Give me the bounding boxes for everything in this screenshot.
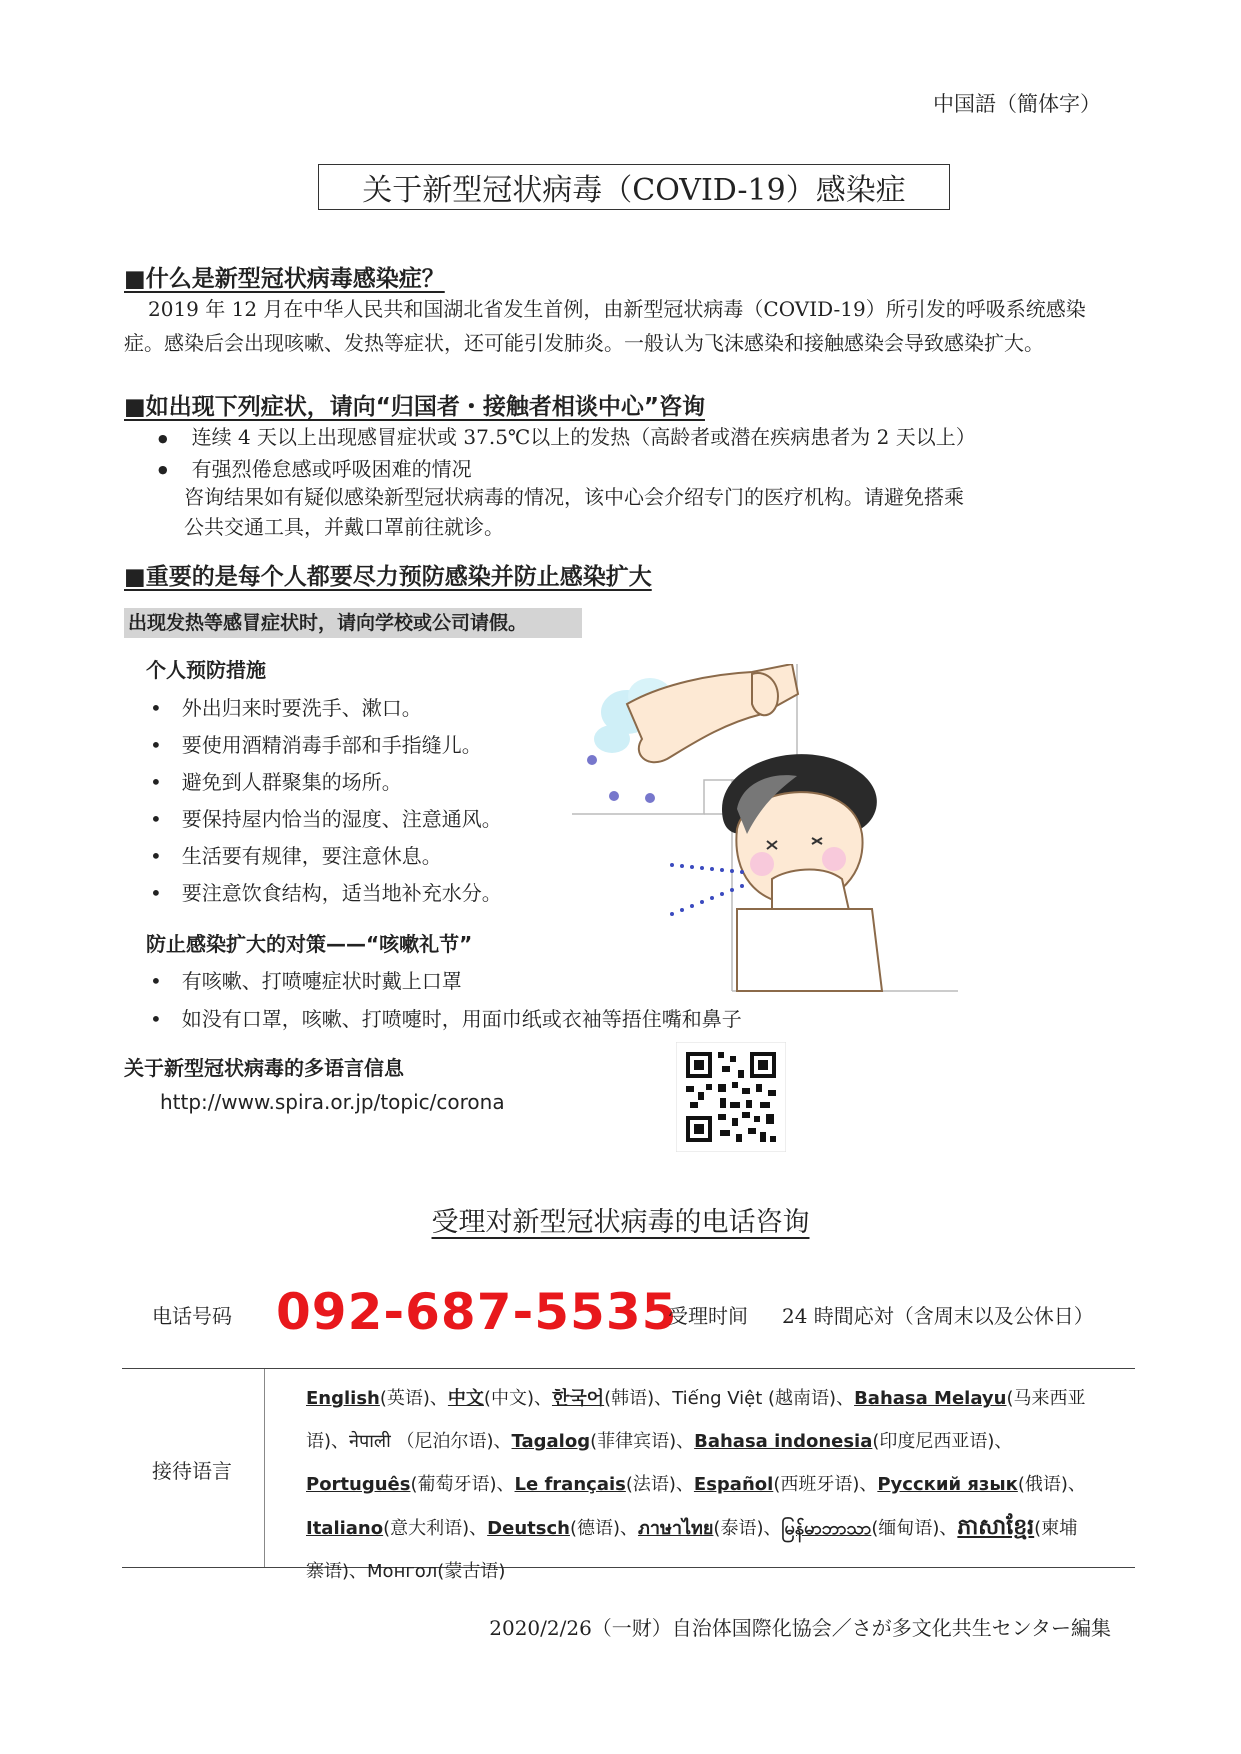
list-item-text: 生活要有规律，要注意休息。	[181, 844, 442, 868]
lang-note: (中文)、	[483, 1388, 552, 1409]
hours-label: 受理时间	[668, 1304, 748, 1328]
table-divider	[264, 1369, 265, 1567]
handwash-cough-illustration	[572, 664, 958, 994]
languages-line-4	[306, 1506, 1126, 1550]
lang-note: (缅甸语)、	[871, 1518, 958, 1539]
list-item-text: 要注意饮食结构，适当地补充水分。	[181, 881, 502, 905]
list-item-text: 有咳嗽、打喷嚏症状时戴上口罩	[181, 969, 462, 993]
footer-credit: 2020/2/26（一财）自治体国際化協会／さが多文化共生センター編集	[489, 1616, 1111, 1640]
lang-german: Deutsch	[487, 1518, 570, 1539]
list-item-text: 如没有口罩，咳嗽、打喷嚏时，用面巾纸或衣袖等捂住嘴和鼻子	[181, 1007, 742, 1031]
intro-line-1: 2019 年 12 月在中华人民共和国湖北省发生首例，由新型冠状病毒（COVID-19）所引发的呼吸系统感染	[148, 297, 1086, 321]
lang-note: (俄语)、	[1017, 1474, 1086, 1495]
symptom-item	[158, 454, 976, 486]
lang-note: (意大利语)、	[383, 1518, 488, 1539]
list-item	[150, 801, 502, 838]
bullet-dot: •	[150, 1007, 162, 1031]
bullet-dot: •	[150, 969, 162, 993]
page-title: 关于新型冠状病毒（COVID-19）感染症	[318, 164, 950, 210]
lang-note: (葡萄牙语)、	[410, 1474, 515, 1495]
lang-chinese: 中文	[447, 1388, 484, 1409]
symptom-list	[158, 422, 976, 485]
lang-note: (英语)、	[379, 1388, 448, 1409]
lang-note: (法语)、	[625, 1474, 694, 1495]
lang-tagalog: Tagalog	[511, 1431, 591, 1452]
list-item	[150, 764, 502, 801]
languages-line-2	[306, 1420, 1126, 1463]
personal-measures-heading: 个人预防措施	[146, 658, 266, 682]
symptom-item	[158, 422, 976, 454]
lang-korean: 한국어	[551, 1388, 605, 1409]
languages-line-3	[306, 1463, 1126, 1506]
languages-line-5	[306, 1550, 1126, 1593]
bullet-dot: •	[150, 844, 162, 868]
bullet-dot: ●	[158, 463, 168, 476]
lang-note: (柬埔	[1034, 1518, 1078, 1539]
symptom-text: 连续 4 天以上出现感冒症状或 37.5℃以上的发热（高龄者或潜在疾病患者为 2 天以上）	[191, 425, 976, 449]
section-heading-what-is: ■什么是新型冠状病毒感染症？	[124, 266, 445, 292]
section-heading-prevention: ■重要的是每个人都要尽力预防感染并防止感染扩大	[124, 564, 652, 590]
languages-list	[306, 1377, 1126, 1593]
lang-spanish: Español	[693, 1474, 774, 1495]
lang-thai: ภาษาไทย	[638, 1518, 714, 1539]
lang-note: (马来西亚	[1006, 1388, 1086, 1409]
list-item-text: 要保持屋内恰当的湿度、注意通风。	[181, 807, 502, 831]
consult-note-line: 公共交通工具，并戴口罩前往就诊。	[184, 515, 504, 539]
languages-label: 接待语言	[152, 1459, 232, 1483]
list-item-text: 外出归来时要洗手、漱口。	[181, 696, 422, 720]
personal-measures-list	[150, 690, 502, 912]
cough-etiquette-heading: 防止感染扩大的对策——“咳嗽礼节”	[146, 932, 473, 956]
lang-khmer: ភាសាខ្មែរ	[957, 1515, 1035, 1540]
lang-indonesian: Bahasa indonesia	[694, 1431, 873, 1452]
list-item	[150, 838, 502, 875]
languages-line-1	[306, 1377, 1126, 1420]
lang-burmese: မြန်မာဘာသာ	[781, 1518, 872, 1539]
list-item-text: 避免到人群聚集的场所。	[181, 770, 402, 794]
consult-note-line: 咨询结果如有疑似感染新型冠状病毒的情况，该中心会介绍专门的医疗机构。请避免搭乘	[184, 485, 964, 509]
lang-italian: Italiano	[306, 1518, 384, 1539]
bullet-dot: •	[150, 733, 162, 757]
lang-note: (德语)、	[569, 1518, 638, 1539]
list-item	[150, 727, 502, 764]
lang-note: (泰语)、	[713, 1518, 782, 1539]
phone-number[interactable]: 092-687-5535	[276, 1283, 678, 1341]
lang-note: (韩语)、	[604, 1388, 673, 1409]
lang-portuguese: Português	[306, 1474, 411, 1495]
language-label: 中国語（簡体字）	[933, 92, 1101, 116]
supported-languages-table	[122, 1368, 1135, 1582]
symptom-text: 有强烈倦怠感或呼吸困难的情况	[191, 456, 472, 481]
lang-russian: Русский язык	[877, 1474, 1018, 1495]
consult-note	[184, 482, 964, 542]
lang-nepali: 语)、नेपाली （尼泊尔语)、	[306, 1431, 512, 1452]
multilingual-info-heading: 关于新型冠状病毒的多语言信息	[124, 1056, 404, 1080]
section-heading-symptoms: ■如出现下列症状，请向“归国者・接触者相谈中心”咨询	[124, 394, 705, 420]
lang-vietnamese: Tiếng Việt (越南语)、	[672, 1388, 855, 1409]
lang-note: (印度尼西亚语)、	[872, 1431, 1013, 1452]
bullet-dot: •	[150, 881, 162, 905]
bullet-dot: ●	[158, 431, 168, 445]
lang-note: (西班牙语)、	[773, 1474, 878, 1495]
list-item-text: 要使用酒精消毒手部和手指缝儿。	[181, 733, 482, 757]
phone-consultation-title: 受理对新型冠状病毒的电话咨询	[431, 1207, 810, 1238]
lang-english: English	[306, 1388, 380, 1409]
hours-value: 24 時間応対（含周末以及公休日）	[782, 1304, 1094, 1328]
phone-label: 电话号码	[152, 1304, 232, 1328]
list-item	[150, 875, 502, 912]
bullet-dot: •	[150, 770, 162, 794]
list-item	[150, 690, 502, 727]
bullet-dot: •	[150, 807, 162, 831]
notice-bar: 出现发热等感冒症状时，请向学校或公司请假。	[124, 608, 582, 638]
intro-line-2: 症。感染后会出现咳嗽、发热等症状，还可能引发肺炎。一般认为飞沫感染和接触感染会导致感染扩大。	[124, 331, 1044, 355]
lang-malay: Bahasa Melayu	[854, 1388, 1007, 1409]
multilingual-info-url[interactable]: http://www.spira.or.jp/topic/corona	[160, 1090, 505, 1114]
bullet-dot: •	[150, 696, 162, 720]
lang-note: (菲律宾语)、	[590, 1431, 695, 1452]
lang-mongolian: 寨语)、Монгол(蒙古语)	[306, 1561, 506, 1582]
lang-french: Le français	[514, 1474, 626, 1495]
qr-code-icon	[676, 1042, 786, 1152]
list-item	[150, 1000, 742, 1038]
